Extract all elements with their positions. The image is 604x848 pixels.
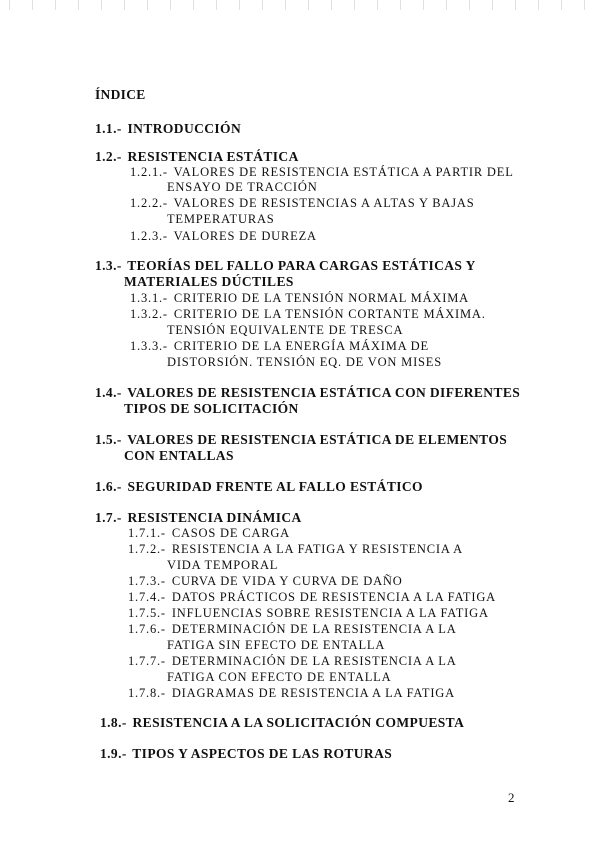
toc-title: RESISTENCIA DINÁMICA <box>127 510 302 525</box>
toc-entry-1-7-8 <box>128 685 455 701</box>
toc-title: VALORES DE RESISTENCIA ESTÁTICA DE ELEMENTOS <box>127 432 508 447</box>
toc-entry-1-7-7 <box>128 653 457 669</box>
toc-entry-1-1 <box>95 121 241 137</box>
toc-number: 1.8.- <box>100 715 127 730</box>
toc-number: 1.2.- <box>95 149 122 164</box>
toc-number: 1.7.8.- <box>128 686 166 700</box>
toc-number: 1.6.- <box>95 479 122 494</box>
toc-entry-1-7-4 <box>128 589 496 605</box>
toc-entry-1-7-7-cont: FATIGA CON EFECTO DE ENTALLA <box>167 670 392 684</box>
toc-title: DETERMINACIÓN DE LA RESISTENCIA A LA <box>171 654 457 668</box>
toc-title: CRITERIO DE LA TENSIÓN NORMAL MÁXIMA <box>173 291 469 305</box>
toc-title: VALORES DE DUREZA <box>173 229 317 243</box>
toc-title: INFLUENCIAS SOBRE RESISTENCIA A LA FATIGA <box>171 606 489 620</box>
toc-title: DATOS PRÁCTICOS DE RESISTENCIA A LA FATIGA <box>171 590 496 604</box>
toc-title: CURVA DE VIDA Y CURVA DE DAÑO <box>171 574 403 588</box>
toc-entry-1-7-2 <box>128 541 463 557</box>
toc-number: 1.9.- <box>100 746 127 761</box>
toc-entry-1-5 <box>95 432 507 448</box>
toc-entry-1-2-2 <box>130 195 474 211</box>
toc-entry-1-3 <box>95 258 476 274</box>
toc-number: 1.4.- <box>95 385 122 400</box>
toc-number: 1.2.1.- <box>130 165 168 179</box>
toc-entry-1-3-2 <box>130 306 486 322</box>
toc-number: 1.3.3.- <box>130 339 168 353</box>
toc-entry-1-7-6-cont: FATIGA SIN EFECTO DE ENTALLA <box>167 638 386 652</box>
toc-number: 1.7.6.- <box>128 622 166 636</box>
toc-number: 1.7.4.- <box>128 590 166 604</box>
toc-entry-1-2-2-cont: TEMPERATURAS <box>167 212 275 226</box>
toc-entry-1-8 <box>100 715 464 731</box>
toc-title: CASOS DE CARGA <box>171 526 290 540</box>
toc-number: 1.2.3.- <box>130 229 168 243</box>
toc-entry-1-3-cont: MATERIALES DÚCTILES <box>124 274 294 289</box>
toc-entry-1-7-5 <box>128 605 489 621</box>
toc-title: TEORÍAS DEL FALLO PARA CARGAS ESTÁTICAS Y <box>127 258 476 273</box>
index-heading: ÍNDICE <box>95 87 146 102</box>
toc-number: 1.7.1.- <box>128 526 166 540</box>
toc-title: RESISTENCIA A LA FATIGA Y RESISTENCIA A <box>171 542 464 556</box>
toc-number: 1.7.3.- <box>128 574 166 588</box>
toc-entry-1-2-1-cont: ENSAYO DE TRACCIÓN <box>167 180 318 194</box>
toc-number: 1.7.7.- <box>128 654 166 668</box>
page-number: 2 <box>508 790 515 805</box>
toc-title: CRITERIO DE LA ENERGÍA MÁXIMA DE <box>173 339 429 353</box>
toc-title: DETERMINACIÓN DE LA RESISTENCIA A LA <box>171 622 457 636</box>
toc-title: RESISTENCIA ESTÁTICA <box>127 149 299 164</box>
toc-number: 1.3.- <box>95 258 122 273</box>
toc-entry-1-7-3 <box>128 573 403 589</box>
toc-entry-1-3-3 <box>130 338 429 354</box>
toc-entry-1-3-2-cont: TENSIÓN EQUIVALENTE DE TRESCA <box>167 323 404 337</box>
toc-title: SEGURIDAD FRENTE AL FALLO ESTÁTICO <box>127 479 423 494</box>
scan-noise <box>0 0 604 10</box>
toc-entry-1-6 <box>95 479 423 495</box>
toc-number: 1.1.- <box>95 121 122 136</box>
toc-number: 1.3.1.- <box>130 291 168 305</box>
toc-number: 1.5.- <box>95 432 122 447</box>
toc-entry-1-2-1 <box>130 164 514 180</box>
toc-title: VALORES DE RESISTENCIA ESTÁTICA A PARTIR DEL <box>173 165 514 179</box>
toc-entry-1-3-1 <box>130 290 469 306</box>
toc-number: 1.7.2.- <box>128 542 166 556</box>
toc-entry-1-9 <box>100 746 392 762</box>
toc-title: DIAGRAMAS DE RESISTENCIA A LA FATIGA <box>171 686 455 700</box>
toc-title: CRITERIO DE LA TENSIÓN CORTANTE MÁXIMA. <box>173 307 486 321</box>
toc-entry-1-2 <box>95 149 299 165</box>
toc-title: RESISTENCIA A LA SOLICITACIÓN COMPUESTA <box>132 715 465 730</box>
toc-title: VALORES DE RESISTENCIA ESTÁTICA CON DIFERENTES <box>127 385 521 400</box>
toc-entry-1-7-1 <box>128 525 290 541</box>
toc-entry-1-2-3 <box>130 228 317 244</box>
toc-number: 1.3.2.- <box>130 307 168 321</box>
toc-number: 1.7.- <box>95 510 122 525</box>
toc-number: 1.7.5.- <box>128 606 166 620</box>
toc-title: TIPOS Y ASPECTOS DE LAS ROTURAS <box>132 746 393 761</box>
toc-number: 1.2.2.- <box>130 196 168 210</box>
toc-entry-1-3-3-cont: DISTORSIÓN. TENSIÓN EQ. DE VON MISES <box>167 355 442 369</box>
toc-title: INTRODUCCIÓN <box>127 121 242 136</box>
toc-entry-1-4 <box>95 385 520 401</box>
toc-entry-1-5-cont: CON ENTALLAS <box>124 448 234 463</box>
toc-entry-1-4-cont: TIPOS DE SOLICITACIÓN <box>124 401 299 416</box>
toc-entry-1-7 <box>95 510 302 526</box>
toc-entry-1-7-2-cont: VIDA TEMPORAL <box>167 558 279 572</box>
toc-entry-1-7-6 <box>128 621 457 637</box>
toc-title: VALORES DE RESISTENCIAS A ALTAS Y BAJAS <box>173 196 475 210</box>
